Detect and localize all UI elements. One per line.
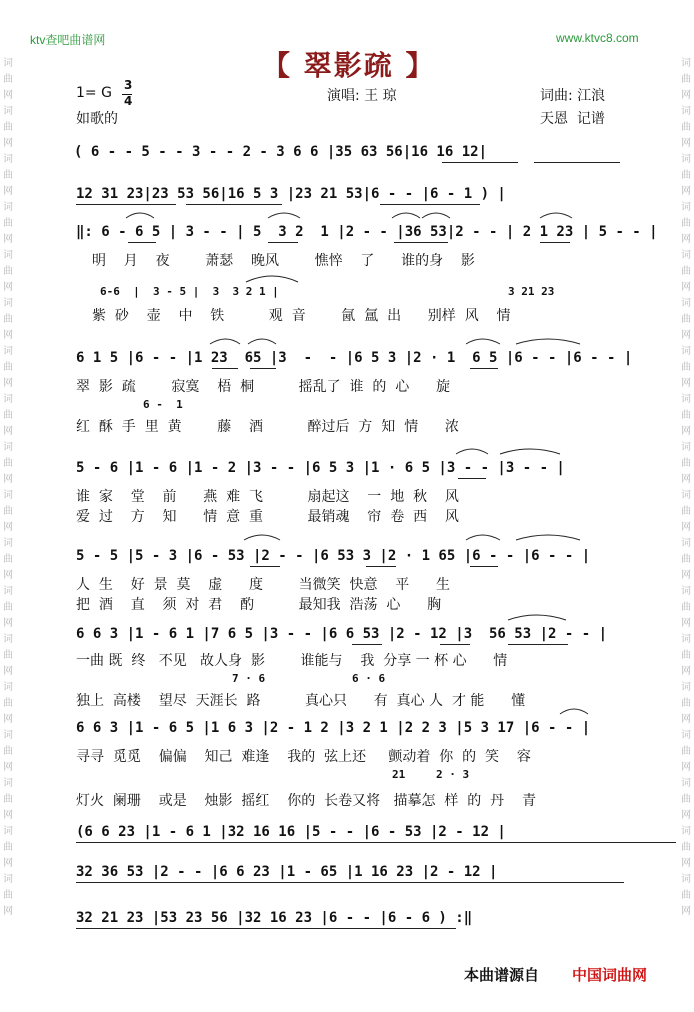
- notation-line-10: 32 36 53 |2 - - |6 6 23 |1 - 65 |1 16 23 |2 - 12 |: [76, 864, 498, 880]
- watermark-glyph: 网: [3, 906, 13, 917]
- slur: [466, 535, 500, 540]
- watermark-glyph: 网: [3, 522, 13, 533]
- watermark-glyph: 网: [681, 618, 691, 629]
- watermark-glyph: 网: [681, 762, 691, 773]
- watermark-glyph: 曲: [3, 314, 13, 325]
- notation-line-6: 5 - 5 |5 - 3 |6 - 53 |2 - - |6 53 3 |2 · 1 65 |6 - - |6 - - |: [76, 548, 591, 564]
- beam: [268, 242, 298, 243]
- beam: [366, 566, 396, 567]
- watermark-glyph: 网: [3, 138, 13, 149]
- slur: [244, 535, 280, 540]
- notation-line-8: 6 6 3 |1 - 6 5 |1 6 3 |2 - 1 2 |3 2 1 |2 2 3 |5 3 17 |6 - - |: [76, 720, 591, 736]
- v2-notes-line1b: 3 21 23: [508, 285, 555, 298]
- watermark-glyph: 曲: [681, 506, 691, 517]
- slur: [392, 213, 420, 218]
- watermark-glyph: 曲: [681, 698, 691, 709]
- watermark-glyph: 曲: [681, 266, 691, 277]
- watermark-glyph: 曲: [681, 794, 691, 805]
- beam: [76, 928, 456, 929]
- watermark-glyph: 网: [681, 858, 691, 869]
- beam: [76, 204, 176, 205]
- watermark-glyph: 网: [681, 810, 691, 821]
- beam: [186, 204, 282, 205]
- beam: [442, 162, 518, 163]
- watermark-glyph: 词: [3, 154, 13, 165]
- watermark-glyph: 网: [3, 858, 13, 869]
- watermark-glyph: 网: [681, 378, 691, 389]
- lyrics-v1-line5: 一曲 既 终 不见 故人身 影 谁能与 我 分享 一 杯 心 情: [76, 653, 508, 669]
- watermark-glyph: 词: [3, 442, 13, 453]
- watermark-glyph: 曲: [3, 506, 13, 517]
- watermark-glyph: 曲: [681, 410, 691, 421]
- lyrics-v1-line6: 寻寻 觅觅 偏偏 知己 难逢 我的 弦上还 颤动着 你 的 笑 容: [76, 749, 531, 765]
- watermark-glyph: 词: [3, 106, 13, 117]
- watermark-glyph: 曲: [3, 170, 13, 181]
- watermark-glyph: 词: [3, 586, 13, 597]
- watermark-glyph: 曲: [681, 218, 691, 229]
- time-signature-bottom: 4: [124, 94, 133, 108]
- header-right-site: www.ktvc8.com: [556, 31, 639, 45]
- lyrics-v2-line6: 灯火 阑珊 或是 烛影 摇红 你的 长卷又将 描摹怎 样 的 丹 青: [76, 793, 536, 809]
- watermark-glyph: 网: [3, 282, 13, 293]
- watermark-glyph: 网: [3, 330, 13, 341]
- watermark-glyph: 曲: [681, 890, 691, 901]
- watermark-glyph: 曲: [681, 554, 691, 565]
- transcriber: 天恩 记谱: [540, 111, 605, 127]
- watermark-glyph: 网: [3, 378, 13, 389]
- watermark-glyph: 网: [3, 426, 13, 437]
- watermark-glyph: 词: [681, 778, 691, 789]
- watermark-glyph: 曲: [681, 314, 691, 325]
- watermark-glyph: 曲: [681, 650, 691, 661]
- beam: [76, 882, 624, 883]
- lyrics-v2-line5: 独上 高楼 望尽 天涯长 路 真心只 有 真心 人 才 能 懂: [76, 693, 526, 709]
- watermark-glyph: 词: [3, 298, 13, 309]
- watermark-glyph: 曲: [3, 458, 13, 469]
- slur: [456, 449, 488, 454]
- watermark-glyph: 词: [3, 346, 13, 357]
- watermark-glyph: 网: [681, 234, 691, 245]
- beam: [470, 368, 498, 369]
- watermark-glyph: 词: [681, 826, 691, 837]
- watermark-glyph: 词: [681, 730, 691, 741]
- v2-notes-line6b: 2 · 3: [436, 768, 470, 781]
- watermark-glyph: 曲: [3, 218, 13, 229]
- watermark-glyph: 曲: [3, 794, 13, 805]
- v2-notes-line5b: 6 · 6: [352, 672, 386, 685]
- notation-line-4: 6 1 5 |6 - - |1 23 65 |3 - - |6 5 3 |2 · 1 6 5 |6 - - |6 - - |: [76, 350, 633, 366]
- beam: [540, 242, 570, 243]
- watermark-glyph: 曲: [681, 458, 691, 469]
- beam: [250, 566, 280, 567]
- notation-line-11: 32 21 23 |53 23 56 |32 16 23 |6 - - |6 - 6 ) :‖: [76, 910, 473, 926]
- slur: [268, 213, 300, 218]
- watermark-glyph: 曲: [3, 554, 13, 565]
- slur: [500, 449, 560, 454]
- watermark-glyph: 网: [3, 186, 13, 197]
- notation-line-2: 12 31 23|23 53 56|16 5 3 |23 21 53|6 - - |6 - 1 ) |: [76, 186, 506, 202]
- watermark-glyph: 词: [3, 682, 13, 693]
- key-signature: 1= G: [76, 85, 112, 101]
- song-title: 【 翠影疏 】: [262, 49, 436, 82]
- watermark-glyph: 词: [681, 298, 691, 309]
- slur: [516, 535, 580, 540]
- watermark-glyph: 曲: [3, 890, 13, 901]
- watermark-glyph: 网: [681, 474, 691, 485]
- beam: [128, 242, 156, 243]
- watermark-glyph: 词: [3, 730, 13, 741]
- watermark-glyph: 曲: [681, 842, 691, 853]
- watermark-glyph: 词: [681, 346, 691, 357]
- watermark-glyph: 词: [681, 106, 691, 117]
- watermark-glyph: 词: [3, 490, 13, 501]
- watermark-glyph: 词: [681, 682, 691, 693]
- watermark-glyph: 网: [681, 570, 691, 581]
- watermark-glyph: 词: [681, 442, 691, 453]
- slur: [422, 213, 450, 218]
- notation-line-5: 5 - 6 |1 - 6 |1 - 2 |3 - - |6 5 3 |1 · 6 5 |3 - - |3 - - |: [76, 460, 565, 476]
- watermark-glyph: 网: [3, 474, 13, 485]
- watermark-glyph: 网: [681, 714, 691, 725]
- watermark-glyph: 网: [3, 570, 13, 581]
- watermark-glyph: 曲: [681, 746, 691, 757]
- time-signature-top: 3: [124, 78, 133, 92]
- lyrics-v1-line4: 人 生 好 景 莫 虚 度 当微笑 快意 平 生: [76, 577, 451, 593]
- notation-line-3: ‖: 6 - 6 5 | 3 - - | 5 3 2 1 |2 - - |36 53|2 - - | 2 1 23 | 5 - - |: [76, 224, 658, 240]
- beam: [440, 644, 470, 645]
- singer: 演唱: 王 琼: [327, 88, 397, 104]
- watermark-glyph: 曲: [3, 122, 13, 133]
- slur: [210, 339, 240, 344]
- watermark-glyph: 词: [3, 874, 13, 885]
- watermark-glyph: 网: [681, 666, 691, 677]
- footer-source-site[interactable]: 中国词曲网: [572, 966, 648, 984]
- beam: [250, 368, 276, 369]
- lyrics-v2-line3: 爱 过 方 知 情 意 重 最销魂 帘 卷 西 风: [76, 509, 459, 525]
- watermark-glyph: 网: [3, 810, 13, 821]
- watermark-glyph: 网: [3, 618, 13, 629]
- slur: [246, 276, 298, 282]
- beam: [394, 242, 448, 243]
- watermark-glyph: 词: [681, 490, 691, 501]
- watermark-glyph: 词: [681, 250, 691, 261]
- slur: [560, 709, 588, 714]
- watermark-glyph: 网: [3, 666, 13, 677]
- watermark-glyph: 曲: [681, 362, 691, 373]
- watermark-glyph: 曲: [681, 74, 691, 85]
- watermark-glyph: 曲: [3, 650, 13, 661]
- watermark-glyph: 词: [3, 826, 13, 837]
- watermark-glyph: 网: [681, 138, 691, 149]
- left-watermark: [2, 56, 14, 920]
- watermark-glyph: 网: [681, 282, 691, 293]
- beam: [534, 162, 620, 163]
- lyrics-v2-line4: 把 酒 直 须 对 君 酌 最知我 浩荡 心 胸: [76, 597, 442, 613]
- watermark-glyph: 网: [681, 90, 691, 101]
- slur: [126, 213, 154, 218]
- watermark-glyph: 曲: [3, 266, 13, 277]
- watermark-glyph: 词: [3, 538, 13, 549]
- slur: [516, 339, 580, 344]
- watermark-glyph: 网: [3, 714, 13, 725]
- watermark-glyph: 网: [3, 234, 13, 245]
- watermark-glyph: 词: [681, 202, 691, 213]
- watermark-glyph: 词: [3, 778, 13, 789]
- author: 词曲: 江浪: [540, 88, 606, 104]
- v2-notes-line1: 6-6 | 3 - 5 | 3 3 2 1 |: [100, 285, 279, 298]
- watermark-glyph: 曲: [3, 74, 13, 85]
- watermark-glyph: 词: [3, 58, 13, 69]
- watermark-glyph: 曲: [3, 410, 13, 421]
- watermark-glyph: 网: [681, 906, 691, 917]
- v2-notes-line5a: 7 · 6: [232, 672, 266, 685]
- watermark-glyph: 曲: [681, 170, 691, 181]
- lyrics-v2-line1: 紫 砂 壶 中 铁 观 音 氤 氲 出 别样 风 情: [92, 308, 511, 324]
- notation-line-9: (6 6 23 |1 - 6 1 |32 16 16 |5 - - |6 - 53 |2 - 12 |: [76, 824, 506, 840]
- lyrics-v1-line3: 谁 家 堂 前 燕 难 飞 扇起这 一 地 秋 风: [76, 489, 459, 505]
- beam: [458, 478, 486, 479]
- watermark-glyph: 词: [3, 202, 13, 213]
- notation-line-1: ( 6 - - 5 - - 3 - - 2 - 3 6 6 |35 63 56|16 16 12|: [74, 144, 488, 160]
- v2-notes-line6a: 21: [392, 768, 406, 781]
- footer-source-label: 本曲谱源自: [464, 966, 540, 984]
- beam: [380, 204, 480, 205]
- beam: [352, 644, 382, 645]
- notation-line-7: 6 6 3 |1 - 6 1 |7 6 5 |3 - - |6 6 53 |2 - 12 |3 56 53 |2 - - |: [76, 626, 608, 642]
- watermark-glyph: 曲: [3, 362, 13, 373]
- watermark-glyph: 词: [681, 586, 691, 597]
- watermark-glyph: 网: [3, 90, 13, 101]
- watermark-glyph: 词: [681, 394, 691, 405]
- watermark-glyph: 网: [681, 522, 691, 533]
- watermark-glyph: 词: [681, 634, 691, 645]
- watermark-glyph: 曲: [681, 122, 691, 133]
- watermark-glyph: 词: [3, 394, 13, 405]
- watermark-glyph: 词: [681, 538, 691, 549]
- right-watermark: [680, 56, 692, 920]
- beam: [212, 368, 238, 369]
- slur: [508, 615, 566, 620]
- slur: [540, 213, 572, 218]
- watermark-glyph: 词: [3, 250, 13, 261]
- beam: [470, 566, 498, 567]
- lyrics-v2-line2: 红 酥 手 里 黄 藤 酒 醉过后 方 知 情 浓: [76, 419, 459, 435]
- header-left-site: ktv查吧曲谱网: [30, 33, 106, 47]
- slur: [248, 339, 276, 344]
- watermark-glyph: 网: [681, 186, 691, 197]
- lyrics-v1-line1: 明 月 夜 萧瑟 晚风 憔悴 了 谁的身 影: [92, 253, 475, 269]
- watermark-glyph: 网: [681, 330, 691, 341]
- watermark-glyph: 曲: [681, 602, 691, 613]
- slur: [466, 339, 500, 344]
- watermark-glyph: 网: [3, 762, 13, 773]
- watermark-glyph: 词: [3, 634, 13, 645]
- tempo-style: 如歌的: [76, 111, 118, 127]
- watermark-glyph: 曲: [3, 842, 13, 853]
- beam: [76, 842, 676, 843]
- watermark-glyph: 曲: [3, 746, 13, 757]
- beam: [508, 644, 568, 645]
- lyrics-v1-line2: 翠 影 疏 寂寞 梧 桐 摇乱了 谁 的 心 旋: [76, 379, 451, 395]
- watermark-glyph: 曲: [3, 698, 13, 709]
- watermark-glyph: 曲: [3, 602, 13, 613]
- watermark-glyph: 词: [681, 154, 691, 165]
- watermark-glyph: 词: [681, 58, 691, 69]
- v2-notes-line2: 6 - 1: [143, 398, 183, 411]
- watermark-glyph: 词: [681, 874, 691, 885]
- watermark-glyph: 网: [681, 426, 691, 437]
